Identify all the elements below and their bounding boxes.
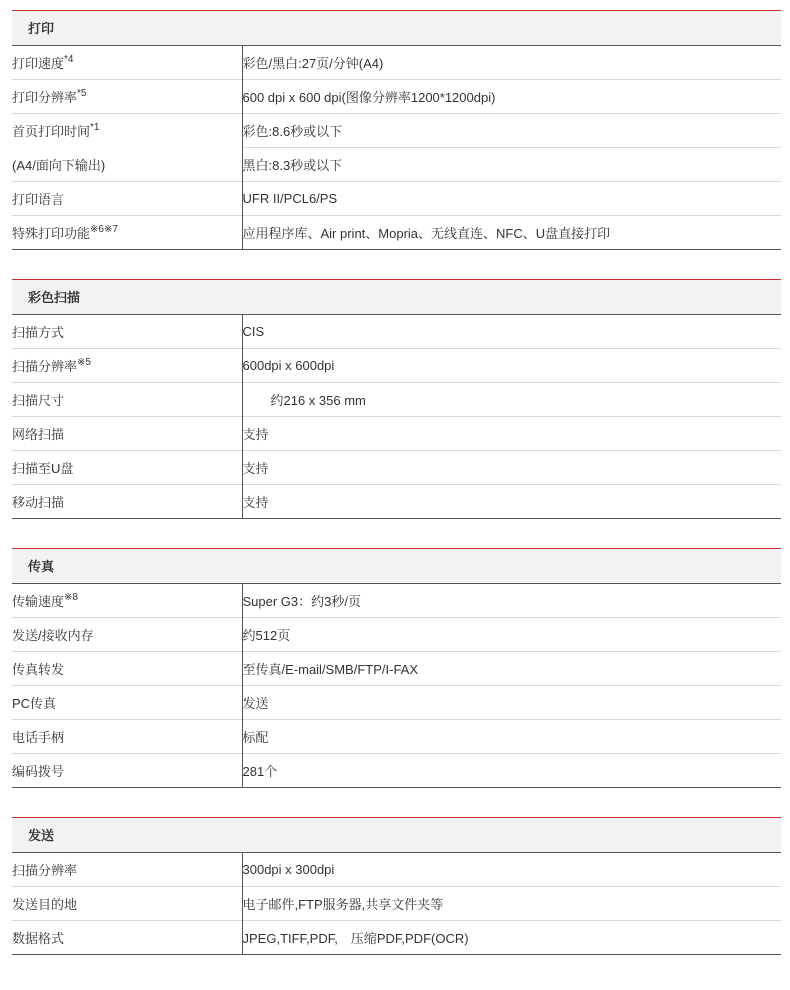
row-label: (A4/面向下输出)	[12, 148, 242, 182]
table-row	[12, 887, 781, 921]
table-row	[12, 618, 781, 652]
row-value: 黑白:8.3秒或以下	[242, 148, 781, 182]
row-value: 600dpi x 600dpi	[242, 349, 781, 383]
row-label: 扫描分辨率	[12, 853, 242, 887]
row-value: 约512页	[242, 618, 781, 652]
row-value: 支持	[242, 485, 781, 519]
table-row	[12, 148, 781, 182]
row-value: 发送	[242, 686, 781, 720]
footnote-mark: ※8	[64, 592, 78, 603]
row-value: CIS	[242, 315, 781, 349]
section-color-scan	[12, 279, 781, 519]
table-row	[12, 182, 781, 216]
table-row	[12, 921, 781, 955]
row-label: 打印分辨率$^{*5}$	[12, 80, 242, 114]
table-row	[12, 584, 781, 618]
row-label: 打印语言	[12, 182, 242, 216]
spec-table	[12, 583, 781, 788]
row-value: UFR II/PCL6/PS	[242, 182, 781, 216]
section-fax	[12, 548, 781, 788]
table-row	[12, 383, 781, 417]
row-value: 应用程序库、Air print、Mopria、无线直连、NFC、U盘直接打印	[242, 216, 781, 250]
table-row	[12, 451, 781, 485]
table-row	[12, 216, 781, 250]
row-label: 发送/接收内存	[12, 618, 242, 652]
table-row	[12, 754, 781, 788]
section-title: 发送	[12, 817, 781, 852]
table-row	[12, 46, 781, 80]
row-label: 扫描尺寸	[12, 383, 242, 417]
table-row	[12, 417, 781, 451]
row-value: 彩色/黑白:27页/分钟(A4)	[242, 46, 781, 80]
row-value: 电子邮件,FTP服务器,共享文件夹等	[242, 887, 781, 921]
section-title: 彩色扫描	[12, 279, 781, 314]
row-value: 300dpi x 300dpi	[242, 853, 781, 887]
row-value: 约216 x 356 mm	[242, 383, 781, 417]
table-row	[12, 80, 781, 114]
row-label: 扫描至U盘	[12, 451, 242, 485]
row-value: 281个	[242, 754, 781, 788]
section-send	[12, 817, 781, 955]
row-value: 彩色:8.6秒或以下	[242, 114, 781, 148]
row-label: 移动扫描	[12, 485, 242, 519]
row-label: 扫描方式	[12, 315, 242, 349]
row-label: 扫描分辨率$^{※5}$	[12, 349, 242, 383]
row-value: JPEG,TIFF,PDF, 压缩PDF,PDF(OCR)	[242, 921, 781, 955]
table-row	[12, 853, 781, 887]
table-row	[12, 114, 781, 148]
footnote-mark: *4	[64, 54, 74, 65]
table-row	[12, 315, 781, 349]
row-value: Super G3：约3秒/页	[242, 584, 781, 618]
row-label: 数据格式	[12, 921, 242, 955]
row-label: 特殊打印功能$^{※6※7}$	[12, 216, 242, 250]
row-value: 标配	[242, 720, 781, 754]
table-row	[12, 686, 781, 720]
spec-table	[12, 45, 781, 250]
row-value: 支持	[242, 451, 781, 485]
row-label: 打印速度$^{*4}$	[12, 46, 242, 80]
table-row	[12, 349, 781, 383]
footnote-mark: *5	[77, 88, 87, 99]
table-row	[12, 720, 781, 754]
footnote-mark: ※5	[77, 357, 91, 368]
footnote-mark: ※6※7	[90, 224, 118, 235]
row-value: 600 dpi x 600 dpi(图像分辨率1200*1200dpi)	[242, 80, 781, 114]
row-label: PC传真	[12, 686, 242, 720]
table-row	[12, 652, 781, 686]
row-label: 首页打印时间$^{*1}$	[12, 114, 242, 148]
table-row	[12, 485, 781, 519]
row-label: 传输速度$^{※8}$	[12, 584, 242, 618]
section-title: 传真	[12, 548, 781, 583]
spec-table	[12, 852, 781, 955]
row-label: 网络扫描	[12, 417, 242, 451]
row-label: 编码拨号	[12, 754, 242, 788]
footnote-mark: *1	[90, 122, 100, 134]
spec-table	[12, 314, 781, 519]
row-value: 支持	[242, 417, 781, 451]
section-title: 打印	[12, 10, 781, 45]
row-label: 电话手柄	[12, 720, 242, 754]
spec-page	[12, 10, 781, 984]
row-value: 至传真/E-mail/SMB/FTP/I-FAX	[242, 652, 781, 686]
row-label: 传真转发	[12, 652, 242, 686]
section-print	[12, 10, 781, 250]
row-label: 发送目的地	[12, 887, 242, 921]
